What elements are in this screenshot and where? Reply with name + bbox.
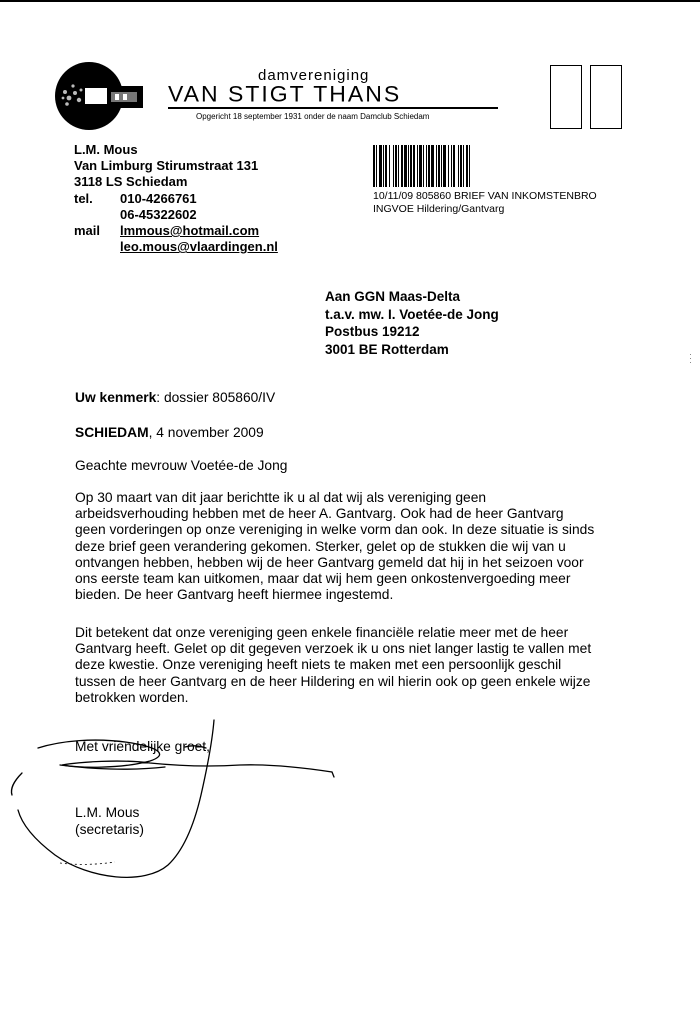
text-line: arbeidsverhouding hebben met de heer A. Gantvarg. Ook had de heer Gantvarg <box>75 506 564 522</box>
barcode-bar <box>373 145 375 187</box>
barcode-ref-line1: 10/11/09 805860 BRIEF VAN INKOMSTENBRO <box>373 190 597 202</box>
recipient-address <box>325 288 499 358</box>
founded-note: Opgericht 18 september 1931 onder de naam Damclub Schiedam <box>196 112 430 121</box>
barcode-bar <box>395 145 397 187</box>
paragraph-2 <box>75 625 635 706</box>
paragraph-1 <box>75 490 635 603</box>
barcode-bar <box>469 145 470 187</box>
text-line: tussen de heer Gantvarg en de heer Hildering en wil hierin ook op geen enkele wijze <box>75 673 591 689</box>
barcode-bar <box>398 145 399 187</box>
barcode-bar <box>436 145 437 187</box>
barcode-bar <box>441 145 442 187</box>
barcode-bar <box>383 145 384 187</box>
signatory-name: L.M. Mous <box>75 805 140 820</box>
barcode-reference <box>373 190 638 215</box>
document-barcode <box>373 145 533 187</box>
barcode-bar <box>419 145 422 187</box>
phone-1: 010-4266761 <box>120 190 197 206</box>
closing-line: Met vriendelijke groet, <box>75 739 210 754</box>
barcode-bar <box>460 145 462 187</box>
text-line: Dit betekent dat onze vereniging geen enkele financiële relatie meer met de heer <box>75 625 569 640</box>
page-top-border <box>0 0 700 2</box>
mail-label: mail <box>74 223 101 239</box>
club-logo <box>55 62 143 130</box>
text-line: betrokken worden. <box>75 689 189 705</box>
reference-label: Uw kenmerk <box>75 390 157 405</box>
handwritten-signature <box>0 715 360 885</box>
barcode-bar <box>401 145 403 187</box>
barcode-bar <box>428 145 430 187</box>
reference-line <box>75 390 635 406</box>
barcode-bar <box>410 145 412 187</box>
text-line: Gantvarg heeft. Gelet op dit gegeven verzoek ik u ons niet langer lastig te vallen met <box>75 641 592 657</box>
barcode-bar <box>385 145 387 187</box>
barcode-bar <box>431 145 434 187</box>
barcode-bar <box>426 145 427 187</box>
stamp-box-right <box>590 65 622 129</box>
barcode-bar <box>408 145 409 187</box>
barcode-bar <box>376 145 377 187</box>
barcode-bar <box>466 145 468 187</box>
text-line: ons eerste team kan uitkomen, maar dat wij hem geen onkostenvergoeding meer <box>75 571 571 587</box>
stamp-box-left <box>550 65 582 129</box>
recipient-line2: t.a.v. mw. I. Voetée-de Jong <box>325 306 499 322</box>
recipient-line1: Aan GGN Maas-Delta <box>325 289 461 304</box>
scan-speck <box>690 354 692 366</box>
phone-2: 06-45322602 <box>120 206 197 222</box>
club-prefix: damvereniging <box>258 67 370 84</box>
barcode-bar <box>393 145 394 187</box>
club-name: VAN STIGT THANS <box>168 81 402 107</box>
letterhead-rule <box>168 107 498 109</box>
barcode-bar <box>404 145 407 187</box>
signatory-role: (secretaris) <box>75 822 144 837</box>
sender-address <box>74 142 278 255</box>
date-line <box>75 425 635 441</box>
email-link-2[interactable]: leo.mous@vlaardingen.nl <box>120 239 278 255</box>
barcode-bar <box>463 145 464 187</box>
barcode-bar <box>453 145 455 187</box>
text-line: deze brief geen verandering gekomen. Sterker, gelet op de stukken die wij van u <box>75 538 566 554</box>
sender-name: L.M. Mous <box>74 142 138 157</box>
salutation: Geachte mevrouw Voetée-de Jong <box>75 458 288 473</box>
text-line: bieden. De heer Gantvarg heeft hiermee ingestemd. <box>75 587 394 603</box>
barcode-bar <box>458 145 459 187</box>
barcode-bar <box>389 145 390 187</box>
date-value: , 4 november 2009 <box>148 425 264 440</box>
email-link-1[interactable]: lmmous@hotmail.com <box>120 223 260 239</box>
barcode-bar <box>423 145 424 187</box>
reference-value: : dossier 805860/IV <box>156 390 276 405</box>
barcode-bar <box>379 145 382 187</box>
signatory-block <box>75 804 635 838</box>
barcode-bar <box>438 145 440 187</box>
tel-label: tel. <box>74 190 93 206</box>
barcode-bar <box>443 145 446 187</box>
barcode-ref-line2: INGVOE Hildering/Gantvarg <box>373 202 505 215</box>
recipient-line4: 3001 BE Rotterdam <box>325 341 449 357</box>
text-line: geen vorderingen op onze vereniging in welke vorm dan ook. In deze situatie is sinds <box>75 522 595 538</box>
barcode-bar <box>413 145 415 187</box>
barcode-bar <box>448 145 449 187</box>
sender-city: 3118 LS Schiedam <box>74 174 188 190</box>
barcode-bar <box>451 145 452 187</box>
text-line: Op 30 maart van dit jaar berichtte ik u al dat wij als vereniging geen <box>75 490 487 505</box>
recipient-line3: Postbus 19212 <box>325 324 420 339</box>
sender-street: Van Limburg Stirumstraat 131 <box>74 158 259 174</box>
text-line: deze kwestie. Onze vereniging heeft niets te maken met een persoonlijk geschil <box>75 657 562 673</box>
date-place: SCHIEDAM <box>75 425 149 440</box>
barcode-bar <box>417 145 418 187</box>
text-line: ontvangen hebben, hebben wij de heer Gantvarg gemeld dat hij in het seizoen voor <box>75 554 584 570</box>
